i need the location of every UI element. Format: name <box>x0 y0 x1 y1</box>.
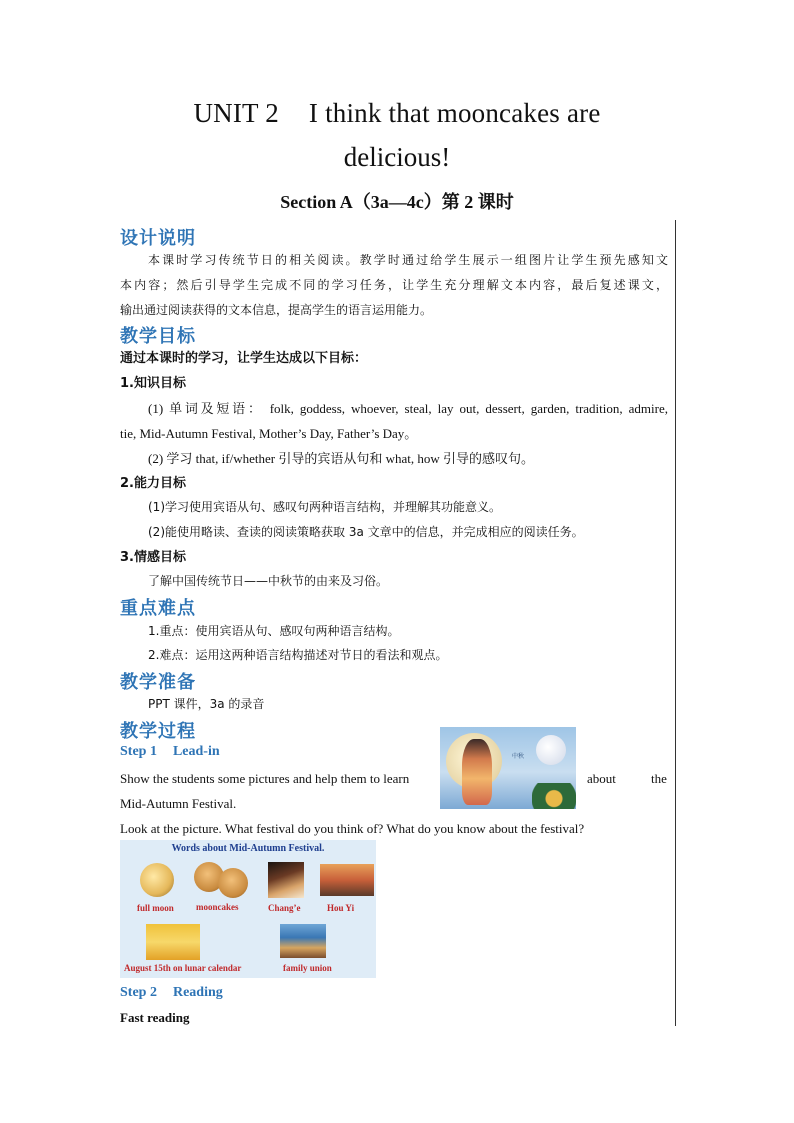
label-mooncakes: mooncakes <box>196 902 239 912</box>
label-august-15th: August 15th on lunar calendar <box>124 963 242 973</box>
keypoints-heading: 重点难点 <box>120 598 196 619</box>
fast-reading-heading: Fast reading <box>120 1010 190 1025</box>
title-line-2: delicious! <box>343 142 451 172</box>
step-1-line-1c: the <box>651 771 667 786</box>
margin-rule <box>675 220 676 1026</box>
knowledge-item-2: (2) 学习 that, if/whether 引导的宾语从句和 what, how 引导的感叹句。 <box>148 451 534 466</box>
objectives-heading: 教学目标 <box>120 326 196 347</box>
ability-heading: 2.能力目标 <box>120 476 186 491</box>
step-1-title: Lead-in <box>172 744 220 759</box>
label-change: Chang’e <box>268 903 301 913</box>
lunar-calendar-image <box>146 924 200 960</box>
design-line-3: 输出通过阅读获得的文本信息，提高学生的语言运用能力。 <box>120 303 433 317</box>
family-union-image <box>280 924 326 958</box>
step-1-heading <box>120 744 220 760</box>
emotion-heading: 3.情感目标 <box>120 550 186 565</box>
unit-label: UNIT 2 <box>193 98 279 128</box>
emotion-item-1: 了解中国传统节日——中秋节的由来及习俗。 <box>148 574 389 588</box>
step-1-line-1b: about <box>587 771 616 786</box>
objectives-intro: 通过本课时的学习，让学生达成以下目标： <box>120 351 368 366</box>
keypoint-2: 2.难点：运用这两种语言结构描述对节日的看法和观点。 <box>148 648 448 662</box>
document-title <box>0 98 794 129</box>
design-line-2: 本内容；然后引导学生完成不同的学习任务，让学生充分理解文本内容，最后复述课文， <box>120 278 668 292</box>
preparation-item-1: PPT 课件，3a 的录音 <box>148 697 265 711</box>
full-moon-image <box>140 863 174 897</box>
picture-caption: 中秋 <box>512 753 525 760</box>
small-moon-graphic <box>536 735 566 765</box>
step-2-heading <box>120 985 223 1001</box>
change-figure-graphic <box>462 739 492 805</box>
step-1-line-3: Look at the picture. What festival do you think of? What do you know about the festival? <box>120 821 585 836</box>
step-1-line-1a: Show the students some pictures and help them to learn <box>120 771 410 786</box>
keypoint-1: 1.重点：使用宾语从句、感叹句两种语言结构。 <box>148 624 400 638</box>
preparation-heading: 教学准备 <box>120 672 196 693</box>
ability-item-1: (1)学习使用宾语从句、感叹句两种语言结构，并理解其功能意义。 <box>148 500 502 514</box>
knowledge-item-1-line-2: tie, Mid-Autumn Festival, Mother’s Day, Father’s Day。 <box>120 426 418 441</box>
lotus-graphic <box>532 783 576 809</box>
step-1-line-2: Mid-Autumn Festival. <box>120 796 237 811</box>
label-hou-yi: Hou Yi <box>327 903 355 913</box>
step-1-label: Step 1 <box>120 744 157 759</box>
board-heading: Words about Mid-Autumn Festival. <box>171 843 325 854</box>
mooncake-image-2 <box>218 868 248 898</box>
process-heading: 教学过程 <box>120 721 196 742</box>
step-2-label: Step 2 <box>120 985 157 1000</box>
ability-item-2: (2)能使用略读、查读的阅读策略获取 3a 文章中的信息，并完成相应的阅读任务。 <box>148 525 584 539</box>
knowledge-heading: 1.知识目标 <box>120 376 186 391</box>
hou-yi-image <box>320 864 374 896</box>
festival-words-board <box>120 840 376 978</box>
design-heading: 设计说明 <box>120 228 196 249</box>
section-subtitle: Section A（3a—4c）第 2 课时 <box>280 192 514 212</box>
title-line-1: I think that mooncakes are <box>308 98 601 128</box>
label-family-union: family union <box>283 963 332 973</box>
design-line-1: 本课时学习传统节日的相关阅读。教学时通过给学生展示一组图片让学生预先感知文 <box>148 253 668 267</box>
change-moon-picture <box>440 727 576 809</box>
label-full-moon: full moon <box>137 903 174 913</box>
change-image <box>268 862 304 898</box>
step-2-title: Reading <box>172 985 223 1000</box>
knowledge-item-1-line-1: (1) 单词及短语： folk, goddess, whoever, steal, lay out, dessert, garden, tradition, admire, <box>148 401 668 416</box>
